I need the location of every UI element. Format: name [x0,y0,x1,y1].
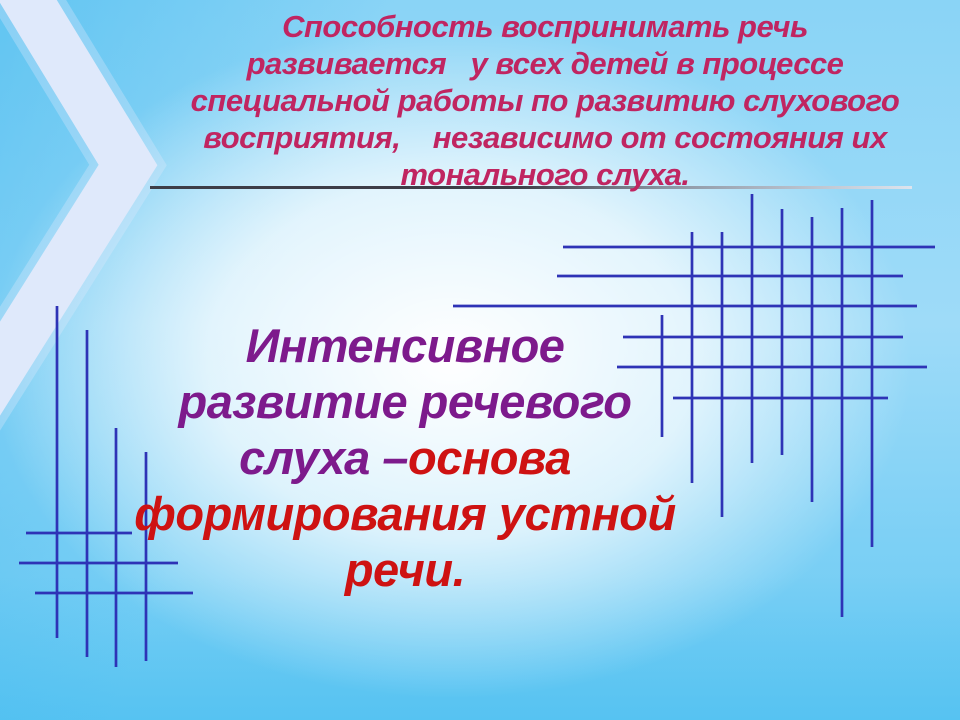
text-line: специальной работы по развитию слухового [190,83,900,118]
title-line [0,318,810,374]
text-line: тонального слуха. [400,157,690,192]
title-segment: слуха – [239,431,408,484]
title-segment: Интенсивное [245,319,565,372]
intro-paragraph [90,8,960,193]
title-line [0,542,810,598]
text-line: Способность воспринимать речь [282,9,808,44]
title-segment: речи. [344,543,466,596]
title-segment: формирования устной [134,487,676,540]
title-line [0,486,810,542]
title-line [0,430,810,486]
slide-title [0,318,810,598]
text-line: восприятия, независимо от состояния их [203,120,887,155]
title-segment: основа [407,431,571,484]
text-line: развивается у всех детей в процессе [246,46,844,81]
title-line [0,374,810,430]
title-segment: развитие речевого [178,375,632,428]
